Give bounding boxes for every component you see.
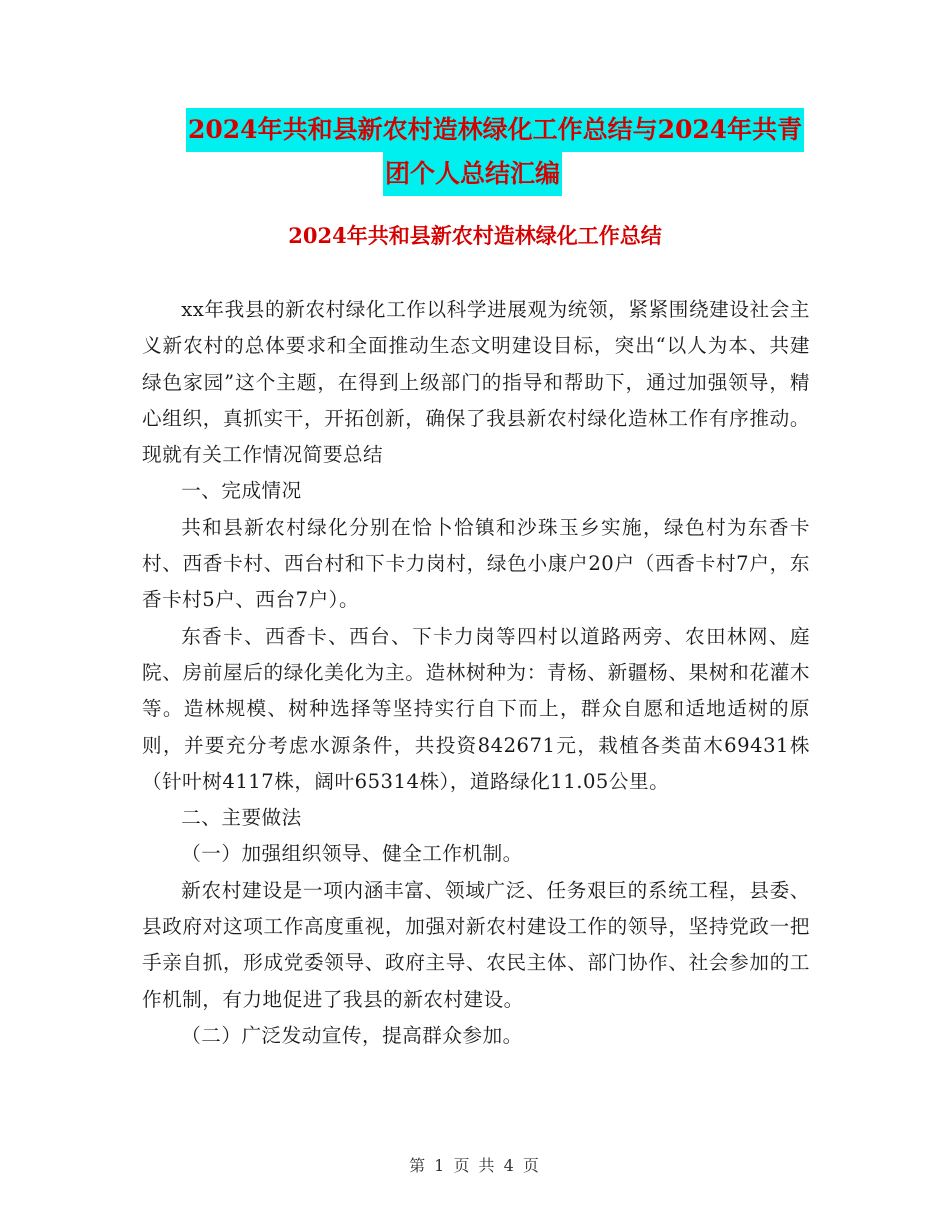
paragraph-intro: xx年我县的新农村绿化工作以科学进展观为统领，紧紧围绕建设社会主义新农村的总体要求和全面推动生态文明建设目标，突出“以人为本、共建绿色家园”这个主题，在得到上级部门的指导和帮助下，通过加强领导，精心组织，真抓实干，开拓创新，确保了我县新农村绿化造林工作有序推动。现就有关工作情况简要总结 xyxy=(142,298,810,467)
document-body xyxy=(142,292,810,1054)
heading-completion: 一、完成情况 xyxy=(181,479,302,503)
subheading-publicity: （二）广泛发动宣传，提高群众参加。 xyxy=(181,1023,523,1047)
section-title: 2024年共和县新农村造林绿化工作总结 xyxy=(288,223,662,248)
subheading-organization: （一）加强组织领导、健全工作机制。 xyxy=(181,842,523,866)
document-title-line-1: 2024年共和县新农村造林绿化工作总结与2024年共青 xyxy=(186,108,804,152)
document-title-line-2: 团个人总结汇编 xyxy=(383,152,562,196)
paragraph-organization: 新农村建设是一项内涵丰富、领域广泛、任务艰巨的系统工程，县委、县政府对这项工作高度重视，加强对新农村建设工作的领导，坚持党政一把手亲自抓，形成党委领导、政府主导、农民主体、部门协作、社会参加的工作机制，有力地促进了我县的新农村建设。 xyxy=(142,878,810,1011)
paragraph-planting: 东香卡、西香卡、西台、下卡力岗等四村以道路两旁、农田林网、庭院、房前屋后的绿化美化为主。造林树种为：青杨、新疆杨、果树和花灌木等。造林规模、树种选择等坚持实行自下而上，群众自愿和适地适树的原则，并要充分考虑水源条件，共投资842671元，栽植各类苗木69431株（针叶树4117株，阔叶65314株），道路绿化11.05公里。 xyxy=(142,624,810,793)
paragraph-completion: 共和县新农村绿化分别在恰卜恰镇和沙珠玉乡实施，绿色村为东香卡村、西香卡村、西台村和下卡力岗村，绿色小康户20户（西香卡村7户，东香卡村5户、西台7户）。 xyxy=(142,515,810,612)
heading-main-methods: 二、主要做法 xyxy=(181,806,302,830)
page-number-footer: 第 1 页 共 4 页 xyxy=(409,1156,541,1175)
